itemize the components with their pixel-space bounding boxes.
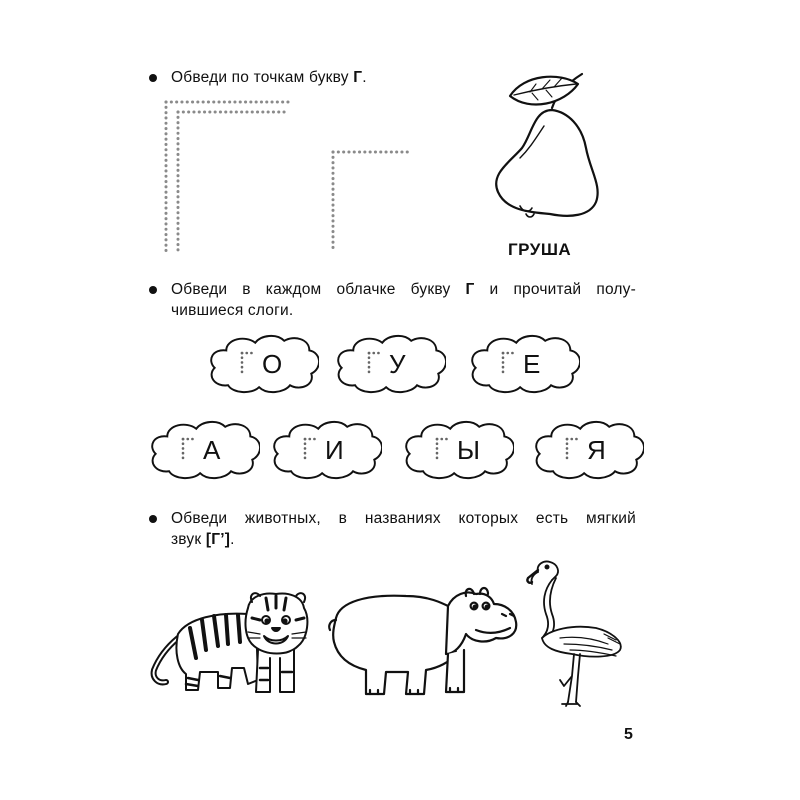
bullet-task1: [149, 74, 157, 82]
task3-text: звук: [171, 531, 206, 548]
syllable-vowel: А: [203, 435, 221, 465]
task3-line2: [171, 531, 235, 548]
syllable-vowel: Я: [587, 435, 606, 465]
dotted-letter-g-tracing: [140, 90, 430, 270]
bullet-task2: [149, 286, 157, 294]
task2-text: Обведи в каждом облачке букву: [171, 281, 466, 298]
task2-line2: чившиеся слоги.: [171, 302, 294, 319]
dotted-letter-g: [564, 436, 584, 464]
task3-instruction: [171, 508, 636, 550]
syllable-vowel: Е: [523, 349, 541, 379]
task2-line1: [171, 279, 636, 300]
syllable-cloud: [466, 331, 580, 397]
task1-text: Обведи по точкам букву: [171, 69, 354, 86]
syllable-vowel: Ы: [457, 435, 481, 465]
syllable-vowel: О: [262, 349, 283, 379]
syllable-cloud: [332, 331, 446, 397]
syllable-vowel: И: [325, 435, 344, 465]
task3-line1: Обведи животных, в названиях которых есть мягкий: [171, 510, 636, 527]
bullet-task3: [149, 515, 157, 523]
syllable-cloud: [268, 417, 382, 483]
tiger-illustration: [148, 588, 318, 700]
page-number: 5: [624, 726, 633, 743]
syllable-cloud: [146, 417, 260, 483]
flamingo-illustration: [520, 558, 632, 708]
syllable-cloud: [530, 417, 644, 483]
dotted-letter-g: [366, 350, 386, 378]
dotted-letter-g: [239, 350, 259, 378]
pear-label: ГРУША: [508, 240, 572, 259]
syllable-cloud: [400, 417, 514, 483]
task1-instruction: [171, 67, 367, 88]
syllable-cloud: [205, 331, 319, 397]
task1-letter: Г: [353, 69, 363, 86]
task2-text-end: и прочитай полу-: [474, 281, 636, 298]
task1-text-end: .: [362, 69, 367, 86]
hippo-illustration: [326, 584, 522, 702]
syllable-vowel: У: [389, 349, 406, 379]
task3-sound: [Г’]: [205, 531, 231, 548]
dotted-letter-g: [434, 436, 454, 464]
dotted-letter-g: [302, 436, 322, 464]
pear-illustration: [490, 66, 610, 226]
dotted-letter-g: [180, 436, 200, 464]
task2-letter: Г: [465, 281, 475, 298]
dotted-letter-g: [500, 350, 520, 378]
task3-text-end: .: [230, 531, 235, 548]
task2-instruction: [171, 279, 636, 321]
